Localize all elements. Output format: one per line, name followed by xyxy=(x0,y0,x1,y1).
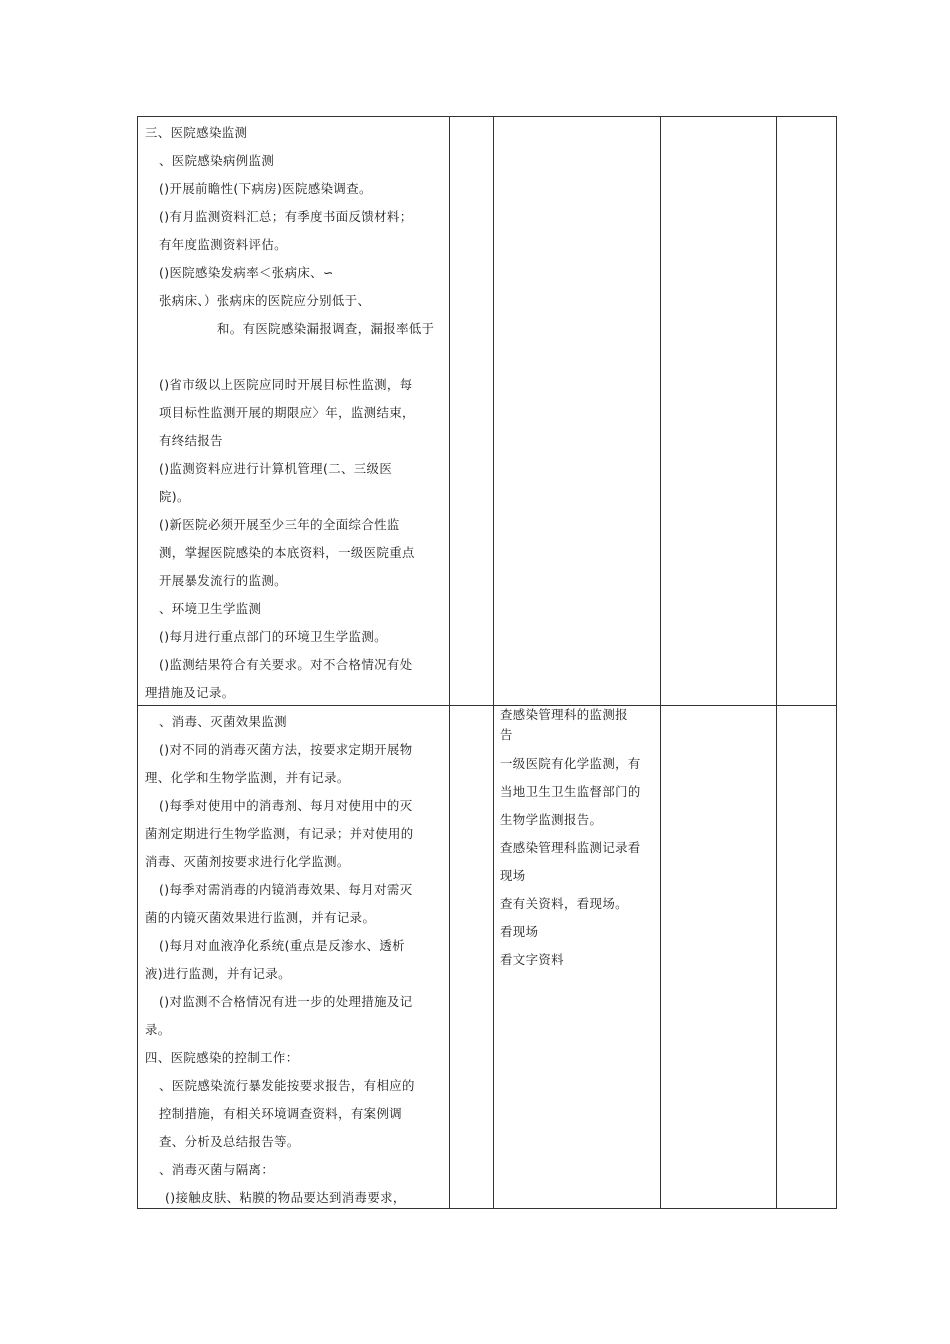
text-line: 控制措施，有相关环境调查资料，有案例调 xyxy=(159,1106,403,1121)
text-line: ()监测结果符合有关要求。对不合格情况有处 xyxy=(159,657,413,672)
method-line: 生物学监测报告。 xyxy=(500,812,603,827)
text-line: ()新医院必须开展至少三年的全面综合性监 xyxy=(159,517,400,532)
table-row xyxy=(138,117,837,706)
text-line: 菌的内镜灭菌效果进行监测，并有记录。 xyxy=(145,910,376,925)
result-cell xyxy=(661,117,777,706)
text-line: ()接触皮肤、粘膜的物品要达到消毒要求， xyxy=(165,1190,406,1205)
method-line: 看现场 xyxy=(500,924,539,939)
method-cell xyxy=(494,706,661,1209)
monitoring-content-cell xyxy=(138,117,450,706)
table-row xyxy=(138,706,837,1209)
method-line: 查感染管理科的监测报 xyxy=(500,707,628,722)
score-cell xyxy=(450,117,494,706)
method-line: 现场 xyxy=(500,868,526,883)
text-line: ()开展前瞻性(下病房)医院感染调查。 xyxy=(159,181,372,196)
text-line: 消毒、灭菌剂按要求进行化学监测。 xyxy=(145,854,350,869)
text-line: ()有月监测资料汇总；有季度书面反馈材料； xyxy=(159,209,413,224)
method-line: 看文字资料 xyxy=(500,952,564,967)
text-line: ()每月对血液净化系统(重点是反渗水、透析 xyxy=(159,938,405,953)
text-line: 有终结报告 xyxy=(159,433,223,448)
subsection-heading: 、消毒、灭菌效果监测 xyxy=(159,714,287,729)
method-cell xyxy=(494,117,661,706)
text-line: ()监测资料应进行计算机管理(二、三级医 xyxy=(159,461,393,476)
monitoring-content-cell xyxy=(138,706,450,1209)
text-line: 录。 xyxy=(145,1022,171,1037)
method-line: 查感染管理科监测记录看 xyxy=(500,840,641,855)
section-heading: 三、医院感染监测 xyxy=(145,125,248,140)
subsection-heading: 、消毒灭菌与隔离： xyxy=(159,1162,275,1177)
subsection-heading: 、环境卫生学监测 xyxy=(159,601,262,616)
text-line: ()每季对使用中的消毒剂、每月对使用中的灭 xyxy=(159,798,413,813)
text-line: 理、化学和生物学监测，并有记录。 xyxy=(145,770,350,785)
text-line: ()每季对需消毒的内镜消毒效果、每月对需灭 xyxy=(159,882,413,897)
method-line: 当地卫生卫生监督部门的 xyxy=(500,784,641,799)
text-line: ()省市级以上医院应同时开展目标性监测，每 xyxy=(159,377,413,392)
remark-cell xyxy=(777,117,837,706)
text-line: 查、分析及总结报告等。 xyxy=(159,1134,300,1149)
text-line: 张病床、）张病床的医院应分别低于、 xyxy=(159,293,371,308)
text-line: 院)。 xyxy=(159,489,190,504)
method-line: 告 xyxy=(500,727,513,742)
inspection-table xyxy=(137,116,837,1209)
remark-cell xyxy=(777,706,837,1209)
method-line: 一级医院有化学监测，有 xyxy=(500,756,641,771)
subsection-heading: 、医院感染病例监测 xyxy=(159,153,275,168)
result-cell xyxy=(661,706,777,1209)
text-line: 和。有医院感染漏报调查，漏报率低于 xyxy=(217,321,435,336)
text-line: 、医院感染流行暴发能按要求报告，有相应的 xyxy=(159,1078,415,1093)
text-line: ()对不同的消毒灭菌方法，按要求定期开展物 xyxy=(159,742,413,757)
text-line: ()对监测不合格情况有进一步的处理措施及记 xyxy=(159,994,413,1009)
text-line: ()医院感染发病率＜张病床、∽ xyxy=(159,265,334,280)
text-line: 项目标性监测开展的期限应〉年，监测结束， xyxy=(159,405,415,420)
text-line: 有年度监测资料评估。 xyxy=(159,237,287,252)
text-line: 液)进行监测，并有记录。 xyxy=(145,966,291,981)
text-line: 菌剂定期进行生物学监测，有记录；并对使用的 xyxy=(145,826,414,841)
text-line: 理措施及记录。 xyxy=(145,685,235,700)
text-line: 开展暴发流行的监测。 xyxy=(159,573,287,588)
method-line: 查有关资料，看现场。 xyxy=(500,896,628,911)
text-line: 测，掌握医院感染的本底资料，一级医院重点 xyxy=(159,545,415,560)
text-line: ()每月进行重点部门的环境卫生学监测。 xyxy=(159,629,387,644)
section-heading: 四、医院感染的控制工作： xyxy=(145,1050,299,1065)
score-cell xyxy=(450,706,494,1209)
